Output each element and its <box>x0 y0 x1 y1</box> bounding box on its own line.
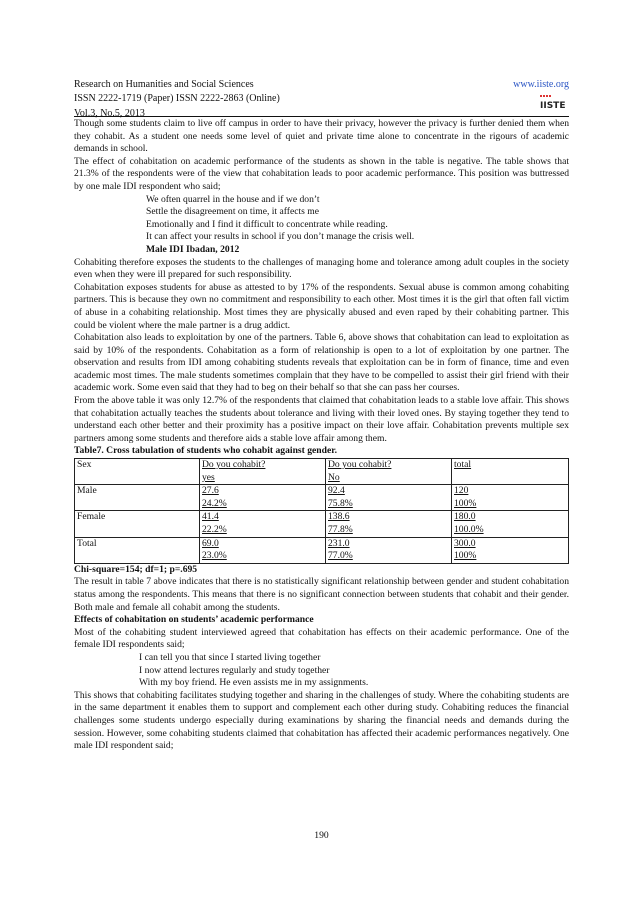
paragraph-1: Though some students claim to live off campus in order to have their privacy, however the privacy is further denied them when they cohabit. As a student one needs some level of quiet and private time alone to concentrate in the rigours of academic demands in school. <box>74 118 569 155</box>
quote-2-line-3: With my boy friend. He even assists me in my assignments. <box>139 677 369 689</box>
table-cell-total: 300.0 100% <box>452 537 569 563</box>
paragraph-7: The result in table 7 above indicates that there is no statistically significant relationship between gender and student cohabitation status among the respondents. This means that there is no significant connection between students that cohabit and their gender. Both male and female all cohabit among the students. <box>74 576 569 613</box>
quote-1-line-1: We often quarrel in the house and if we don’t <box>146 193 320 205</box>
table-cell-sex: Total <box>75 537 200 563</box>
table-row <box>75 485 569 511</box>
table-cell-yes: 69.0 23.0% <box>200 537 326 563</box>
table-cell-total: 120 100% <box>452 485 569 511</box>
paragraph-8: Most of the cohabiting student interviewed agreed that cohabitation has effects on their academic performance. One of the female IDI respondents said; <box>74 626 569 651</box>
quote-1-line-3: Emotionally and I find it difficult to concentrate while reading. <box>146 218 388 230</box>
table-cell-total: 180.0 100.0% <box>452 511 569 537</box>
table-cell-yes: 27.6 24.2% <box>200 485 326 511</box>
journal-issn: ISSN 2222-1719 (Paper) ISSN 2222-2863 (Online) <box>74 93 280 105</box>
header-cell-sex: Sex <box>75 459 200 485</box>
iiste-logo <box>539 93 565 111</box>
table-cell-no: 138.6 77.8% <box>326 511 452 537</box>
table-header-row <box>75 459 569 485</box>
quote-1-line-4: It can affect your results in school if you don’t manage the crisis well. <box>146 231 415 243</box>
paragraph-2: The effect of cohabitation on academic performance of the students as shown in the table is negative. The table shows that 21.3% of the respondents were of the view that cohabitation leads to poor academic performance. This position was buttressed by one male IDI respondent who said; <box>74 155 569 192</box>
quote-1-attribution: Male IDI Ibadan, 2012 <box>146 243 240 255</box>
quote-2-line-2: I now attend lectures regularly and study together <box>139 664 330 676</box>
journal-url-link[interactable]: www.iiste.org <box>513 79 569 90</box>
header-cell-total: total <box>452 459 569 485</box>
journal-header <box>74 78 569 121</box>
table-row <box>75 537 569 563</box>
header-cell-cohabit-no: Do you cohabit? No <box>326 459 452 485</box>
quote-2-line-1: I can tell you that since I started living together <box>139 651 321 663</box>
table-cell-yes: 41.4 22.2% <box>200 511 326 537</box>
journal-name: Research on Humanities and Social Sciences <box>74 79 254 90</box>
header-divider <box>74 116 569 117</box>
chi-square-result: Chi-square=154; df=1; p=.695 <box>74 563 198 575</box>
journal-volume: Vol.3, No.5, 2013 <box>74 107 145 119</box>
page-number: 190 <box>314 830 329 841</box>
paragraph-3: Cohabiting therefore exposes the students to the challenges of managing home and tolerance among adult couples in the society even when they were ill prepared for such responsibility. <box>74 256 569 281</box>
header-cell-cohabit-yes: Do you cohabit? yes <box>200 459 326 485</box>
article-body <box>74 118 569 753</box>
table-7-caption: Table7. Cross tabulation of students who cohabit against gender. <box>74 445 337 457</box>
section-heading: Effects of cohabitation on students’ academic performance <box>74 614 314 626</box>
table-row <box>75 511 569 537</box>
table-cell-sex: Male <box>75 485 200 511</box>
table-cell-no: 92.4 75.8% <box>326 485 452 511</box>
paragraph-6: From the above table it was only 12.7% of the respondents that claimed that cohabitation leads to a stable love affair. This shows that cohabitation actually teaches the students about tolerance and living with their loved ones. By staying together they tend to understand each other better and their proximity has a positive impact on their love affair. Cohabitation prevents multiple sex partners among some students and therefore aids a stable love affair among them. <box>74 395 569 444</box>
table-cell-sex: Female <box>75 511 200 537</box>
paragraph-5: Cohabitation also leads to exploitation by one of the partners. Table 6, above shows that cohabitation can lead to exploitation as said by 10% of the respondents. Cohabitation as a form of relationship is open to a lot of exploitation by one partner. The observation and results from IDI among cohabiting students reveals that exploitation can be in form of finance, time and even academic most times. The male students sometimes complain that they have to be compelled to assist their girl friend with their academic work. Some even said that they had to beg on their behalf so that she can pass her courses. <box>74 332 569 394</box>
table-7 <box>74 458 569 564</box>
quote-1-line-2: Settle the disagreement on time, it affects me <box>146 206 319 218</box>
paragraph-9: This shows that cohabiting facilitates studying together and sharing in the challenges of study. Where the cohabiting students are in the same department it enables them to support and complement each other during study. Cohabiting reduces the financial challenges some students undergo especially during examinations by sharing the financial needs and demands during the session. However, some cohabiting students claimed that cohabitation has affected their academic performances negatively. One male IDI respondent said; <box>74 689 569 752</box>
table-cell-no: 231.0 77.0% <box>326 537 452 563</box>
svg-text:IISTE: IISTE <box>540 101 565 111</box>
paragraph-4: Cohabitation exposes students for abuse as attested to by 17% of the respondents. Sexual abuse is common among cohabiting partners. This is because they own no commitment and responsibility to each other. Most times it is the girl that often fall victim of abuse in a cohabiting relationship. Most times they are physically abused and even raped by their cohabiting partner. This could be violent where the male partner is a drug addict. <box>74 281 569 331</box>
